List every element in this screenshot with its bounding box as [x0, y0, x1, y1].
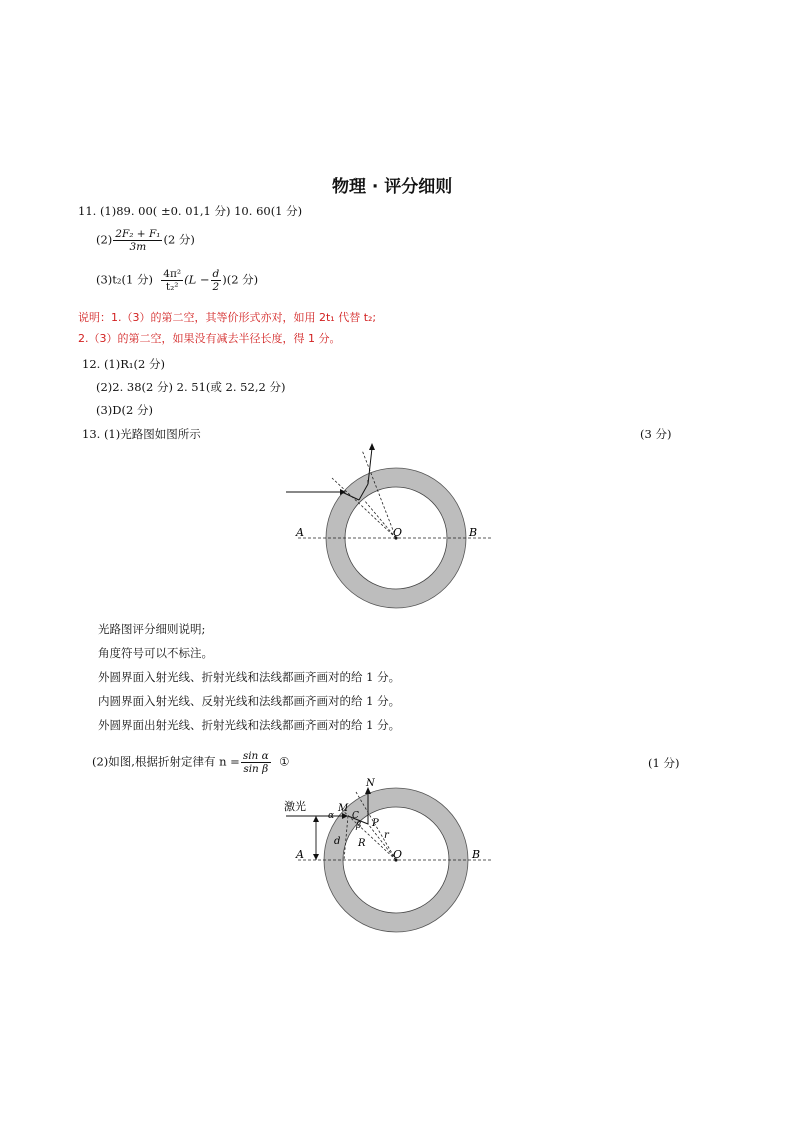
- figure-2-label-p: P: [372, 818, 379, 829]
- figure-1-label-a: A: [296, 526, 304, 539]
- q11-line-3: [96, 268, 258, 293]
- rule-line-5: 外圆界面出射光线、折射光线和法线都画齐画对的给 1 分。: [98, 718, 401, 732]
- figure-2-label-laser: 激光: [284, 800, 306, 813]
- q11-fraction-1-num: 2F₂ + F₁: [115, 228, 161, 240]
- q11-fraction-3-den: 2: [212, 281, 220, 294]
- figure-2-label-r-small: r: [384, 830, 389, 841]
- q11-line-1: 11. (1)89. 00( ±0. 01,1 分) 10. 60(1 分): [78, 204, 303, 218]
- figure-2-label-beta: β: [356, 821, 362, 831]
- q13-line-2: [92, 750, 289, 775]
- q11-line-3-suffix: )(2 分): [222, 272, 259, 287]
- figure-2-label-m: M: [338, 803, 349, 814]
- q11-fraction-1-den: 3m: [129, 241, 147, 254]
- q11-line-2-prefix: (2): [96, 232, 113, 247]
- q12-line-1: 12. (1)R₁(2 分): [82, 357, 165, 371]
- rule-line-4: 内圆界面入射光线、反射光线和法线都画齐画对的给 1 分。: [98, 694, 401, 708]
- q11-line-2-suffix: (2 分): [163, 232, 195, 247]
- q11-line-3-mid: (L −: [184, 272, 210, 287]
- q11-fraction-3-num: d: [212, 268, 220, 280]
- figure-1-label-b: B: [469, 526, 478, 539]
- q12-line-2: (2)2. 38(2 分) 2. 51(或 2. 52,2 分): [96, 380, 286, 394]
- rule-line-1: 光路图评分细则说明;: [98, 622, 206, 636]
- figure-2-label-o: O: [393, 848, 403, 861]
- figure-2-label-b: B: [472, 848, 481, 861]
- rule-line-2: 角度符号可以不标注。: [98, 646, 213, 660]
- q11-fraction-2-num: 4π²: [163, 268, 182, 280]
- figure-2-label-n: N: [366, 778, 375, 789]
- q12-line-3: (3)D(2 分): [96, 403, 153, 417]
- q13-equation-mark: ①: [279, 754, 290, 769]
- q11-fraction-2-den: t₂²: [165, 281, 179, 294]
- q11-line-2: [96, 228, 195, 253]
- q13-score-1: (3 分): [640, 427, 672, 441]
- figure-2-label-alpha: α: [328, 811, 335, 821]
- q11-fraction-2: [161, 268, 183, 293]
- q11-line-3-prefix: (3)t₂(1 分): [96, 272, 153, 287]
- q13-line-2-prefix: (2)如图,根据折射定律有 n =: [92, 754, 240, 769]
- figure-2-label-c: C: [352, 811, 359, 821]
- note-line-1: 说明：1.（3）的第二空，其等价形式亦对，如用 2t₁ 代替 t₂;: [78, 311, 377, 324]
- q13-fraction-den: sin β: [243, 763, 269, 776]
- figure-2-label-a: A: [296, 848, 304, 861]
- note-line-2: 2.（3）的第二空，如果没有减去半径长度，得 1 分。: [78, 332, 341, 345]
- rule-line-3: 外圆界面入射光线、折射光线和法线都画齐画对的给 1 分。: [98, 670, 401, 684]
- q13-fraction: [241, 750, 271, 775]
- q11-fraction-3: [211, 268, 222, 293]
- q13-line-1: 13. (1)光路图如图所示: [82, 427, 201, 441]
- figure-2-light-path: [280, 778, 500, 940]
- figure-1-light-path: [280, 440, 500, 615]
- figure-2-label-d: d: [334, 836, 341, 847]
- q13-fraction-num: sin α: [242, 750, 269, 762]
- page-title: 物理 · 评分细则: [332, 177, 453, 197]
- figure-2-label-r-big: R: [358, 838, 366, 849]
- figure-1-label-o: O: [393, 526, 403, 539]
- q11-fraction-1: [113, 228, 162, 253]
- q13-score-2: (1 分): [648, 756, 680, 770]
